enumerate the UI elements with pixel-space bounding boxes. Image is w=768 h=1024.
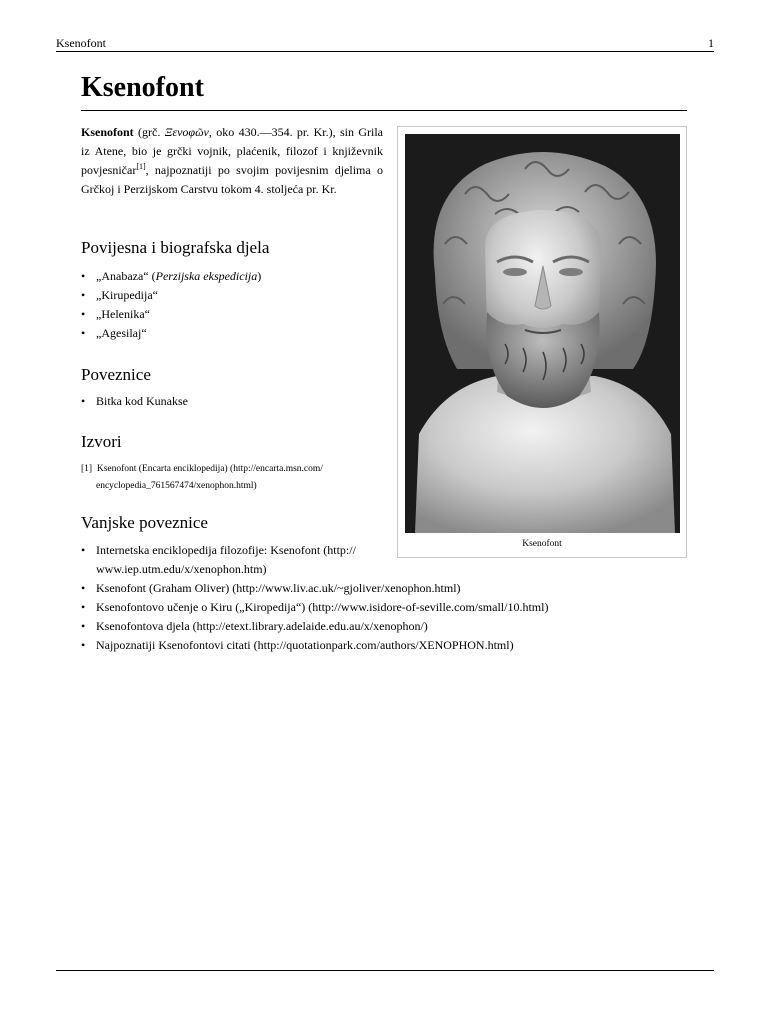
work-title: „Agesilaj“ (96, 326, 147, 340)
list-item (81, 305, 261, 324)
works-heading: Povijesna i biografska djela (81, 238, 270, 257)
intro-subject: Ksenofont (81, 125, 134, 139)
external-link[interactable]: Ksenofontovo učenje o Kiru („Kiropedija“) (http://www.isidore-of-seville.com/small/10.html) (96, 600, 549, 614)
header-rule (56, 51, 714, 52)
bullet-icon: • (81, 288, 86, 302)
bullet-icon: • (81, 543, 86, 557)
see-also-heading: Poveznice (81, 365, 151, 384)
footer-rule (56, 970, 714, 971)
list-item (81, 579, 548, 598)
running-title: Ksenofont (56, 36, 106, 50)
bullet-icon: • (81, 619, 86, 633)
bust-photo[interactable] (405, 134, 680, 533)
bullet-icon: • (81, 581, 86, 595)
see-also-list (81, 392, 188, 411)
reference-marker: [1] (81, 464, 93, 474)
work-title: „Helenika“ (96, 307, 150, 321)
page-number: 1 (708, 36, 714, 50)
list-item (81, 324, 261, 343)
list-item (81, 286, 261, 305)
intro-text-3: , najpoznatiji po svojim povijesnim djelima o Grčkoj i Perzijskom Carstvu tokom 4. stoljeća pr. Kr. (81, 163, 383, 196)
external-links-heading: Vanjske poveznice (81, 513, 208, 532)
infobox (397, 126, 687, 558)
bullet-icon: • (81, 638, 86, 652)
bullet-icon: • (81, 326, 86, 340)
see-also-link[interactable]: Bitka kod Kunakse (96, 394, 188, 408)
bullet-icon: • (81, 394, 86, 408)
bullet-icon: • (81, 600, 86, 614)
reference-list (81, 461, 391, 495)
work-title-end: ) (257, 269, 262, 283)
title-rule (81, 110, 687, 111)
works-list (81, 267, 261, 343)
list-item (81, 617, 548, 636)
reference-item (81, 461, 391, 478)
sources-heading: Izvori (81, 432, 122, 451)
external-link-continuation[interactable]: www.iep.utm.edu/x/xenophon.htm) (96, 562, 267, 576)
external-links-list (81, 541, 548, 655)
work-title: „Kirupedija“ (96, 288, 158, 302)
intro-text-2: , oko 430.—354. pr. Kr.), sin Grila iz Atene, bio je grčki vojnik, plaćenik, filozof i književnik povjesničar (81, 125, 383, 177)
external-link[interactable]: Ksenofont (Graham Oliver) (http://www.liv.ac.uk/~gjoliver/xenophon.html) (96, 581, 461, 595)
external-link[interactable]: Internetska enciklopedija filozofije: Ksenofont (http:// (96, 543, 356, 557)
intro-text-1: (grč. (133, 125, 165, 139)
bullet-icon: • (81, 307, 86, 321)
work-subtitle: Perzijska ekspedicija (155, 269, 258, 283)
greek-name: Ξενοφῶν (164, 125, 209, 139)
bust-illustration (405, 134, 680, 533)
reference-link-continuation[interactable]: encyclopedia_761567474/xenophon.html) (96, 481, 257, 491)
work-title: „Anabaza“ ( (96, 269, 156, 283)
intro-paragraph (81, 123, 383, 199)
infobox-caption: Ksenofont (522, 539, 562, 549)
bullet-icon: • (81, 269, 86, 283)
citation-link[interactable]: [1] (136, 162, 146, 171)
list-item (81, 267, 261, 286)
list-item (81, 598, 548, 617)
running-header (56, 36, 714, 52)
external-link[interactable]: Ksenofontova djela (http://etext.library.adelaide.edu.au/x/xenophon/) (96, 619, 428, 633)
external-link[interactable]: Najpoznatiji Ksenofontovi citati (http://quotationpark.com/authors/XENOPHON.html) (96, 638, 514, 652)
list-item (81, 392, 188, 411)
reference-link[interactable]: Ksenofont (Encarta enciklopedija) (http://encarta.msn.com/ (96, 464, 323, 474)
page-title: Ksenofont (81, 72, 204, 103)
list-item (81, 636, 548, 655)
